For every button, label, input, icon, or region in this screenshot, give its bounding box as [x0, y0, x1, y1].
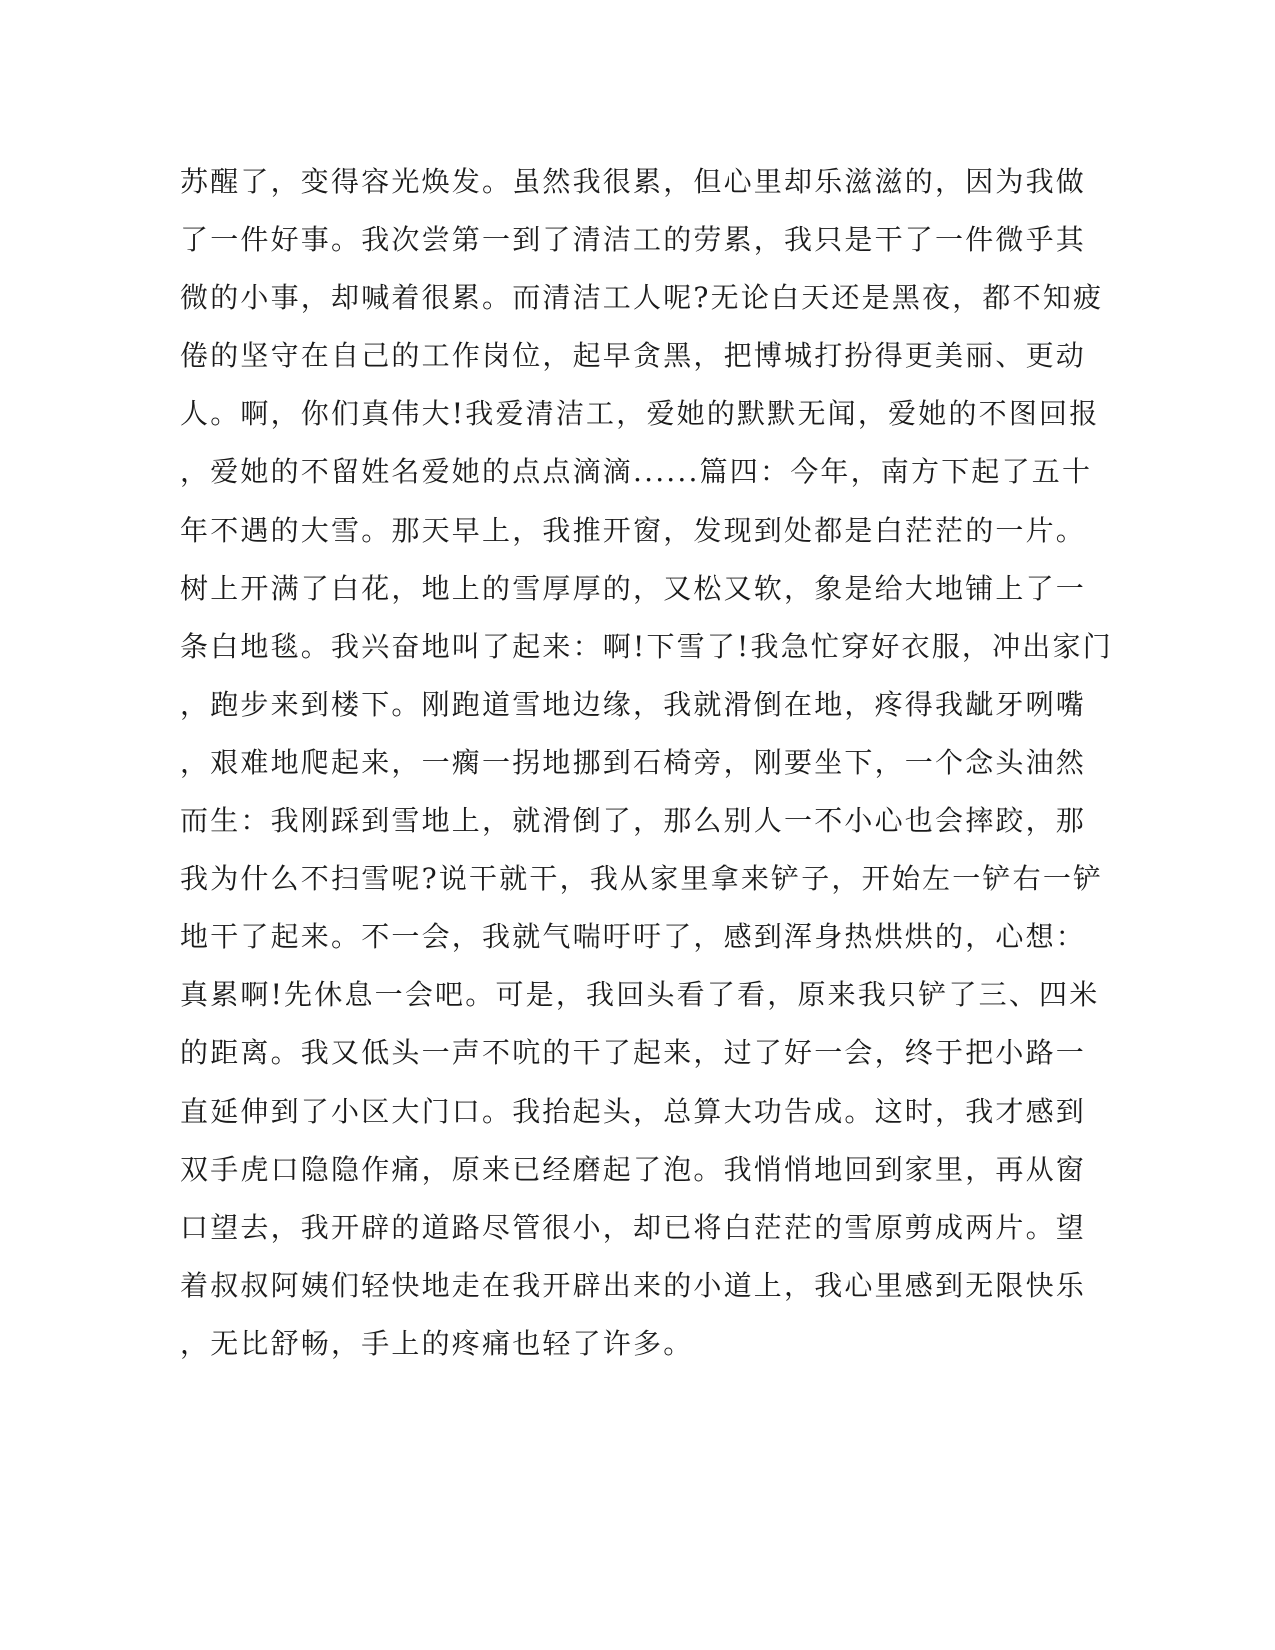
- text-line: 着叔叔阿姨们轻快地走在我开辟出来的小道上，我心里感到无限快乐: [180, 1268, 1087, 1302]
- text-line: 的距离。我又低头一声不吭的干了起来，过了好一会，终于把小路一: [180, 1036, 1087, 1070]
- text-line: 苏醒了，变得容光焕发。虽然我很累，但心里却乐滋滋的，因为我做: [180, 165, 1087, 198]
- text-line: 而生：我刚踩到雪地上，就滑倒了，那么别人一不小心也会摔跤，那: [180, 804, 1087, 838]
- text-line: ，爱她的不留姓名爱她的点点滴滴......篇四：今年，南方下起了五十: [180, 455, 1093, 489]
- text-line: 口望去，我开辟的道路尽管很小，却已将白茫茫的雪原剪成两片。望: [180, 1210, 1087, 1244]
- text-line: 条白地毯。我兴奋地叫了起来：啊!下雪了!我急忙穿好衣服，冲出家门: [180, 629, 1113, 663]
- text-line: 我为什么不扫雪呢?说干就干，我从家里拿来铲子，开始左一铲右一铲: [180, 862, 1104, 896]
- essay-body: [180, 158, 1113, 1378]
- text-line: 倦的坚守在自己的工作岗位，起早贪黑，把博城打扮得更美丽、更动: [180, 339, 1087, 373]
- text-line: 了一件好事。我次尝第一到了清洁工的劳累，我只是干了一件微乎其: [180, 223, 1087, 257]
- text-line: 双手虎口隐隐作痛，原来已经磨起了泡。我悄悄地回到家里，再从窗: [180, 1152, 1087, 1186]
- text-line: 真累啊!先休息一会吧。可是，我回头看了看，原来我只铲了三、四米: [180, 978, 1100, 1012]
- text-line: ，无比舒畅，手上的疼痛也轻了许多。: [180, 1326, 694, 1360]
- text-line: ，艰难地爬起来，一瘸一拐地挪到石椅旁，刚要坐下，一个念头油然: [180, 745, 1087, 779]
- text-line: 微的小事，却喊着很累。而清洁工人呢?无论白天还是黑夜，都不知疲: [180, 281, 1104, 315]
- text-line: ，跑步来到楼下。刚跑道雪地边缘，我就滑倒在地，疼得我龇牙咧嘴: [180, 687, 1087, 721]
- text-line: 地干了起来。不一会，我就气喘吁吁了，感到浑身热烘烘的，心想：: [180, 920, 1087, 954]
- text-line: 直延伸到了小区大门口。我抬起头，总算大功告成。这时，我才感到: [180, 1094, 1087, 1128]
- text-line: 人。啊，你们真伟大!我爱清洁工，爱她的默默无闻，爱她的不图回报: [180, 397, 1100, 431]
- text-line: 年不遇的大雪。那天早上，我推开窗，发现到处都是白茫茫的一片。: [180, 513, 1087, 547]
- text-line: 树上开满了白花，地上的雪厚厚的，又松又软，象是给大地铺上了一: [180, 571, 1087, 605]
